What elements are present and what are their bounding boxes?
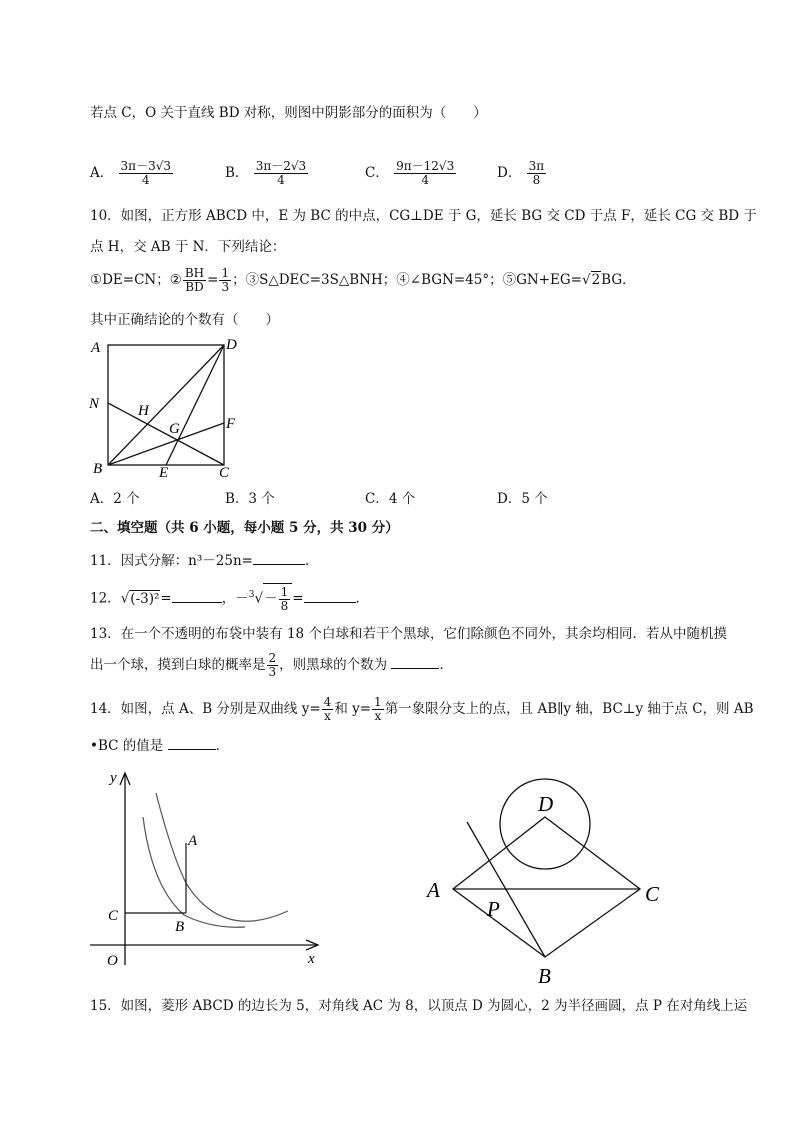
fraction-4-x: $\frac{4}{x}$ [323, 695, 332, 723]
fraction-bh-bd: $\frac{BH}{BD}$ [184, 266, 205, 294]
q10-option-d[interactable]: D．5 个 [497, 491, 548, 507]
label-f: F [226, 416, 236, 432]
q11-end: ． [304, 553, 319, 569]
q13-text-a: 出一个球，摸到白球的概率是 [90, 657, 266, 673]
q9-option-d[interactable] [497, 160, 547, 187]
q12-end: ． [355, 590, 370, 607]
q13-line2 [90, 650, 453, 680]
sqrt-content: (-3)² [130, 590, 160, 607]
q15-line1: 15．如图，菱形 ABCD 的边长为 5，对角线 AC 为 8，以顶点 D 为圆心，2 为半径画圆，点 P 在对角线上运 [90, 998, 748, 1014]
answer-blank[interactable] [253, 550, 305, 565]
q9-option-a[interactable] [90, 160, 174, 187]
label-h: H [138, 403, 149, 419]
label-d: D [226, 337, 237, 353]
option-label: D． [497, 165, 522, 181]
q10-conclusions: ①DE=CN；② $\frac{BH}{BD}$ = $\frac{1}{3}$ ；③S△DEC=3S△BNH；④∠BGN=45°；⑤GN+EG=√2BG． [90, 266, 636, 294]
q13-text-b: ，则黑球的个数为 [279, 657, 388, 673]
label-a: A [427, 878, 440, 902]
label-a: A [91, 340, 101, 356]
label-e: E [159, 465, 169, 481]
label-c: C [108, 908, 119, 924]
answer-blank-1[interactable] [172, 588, 222, 603]
q10-option-b[interactable]: B．3 个 [225, 491, 275, 507]
q13-end: ． [439, 657, 453, 673]
q14-line2 [90, 735, 229, 756]
q14-line1 [90, 694, 754, 724]
label-d: D [538, 792, 554, 816]
q12-prefix: 12． [90, 590, 121, 607]
option-fraction: $\frac{3\pi-2√3}{4}$ [255, 159, 307, 187]
label-c: C [219, 465, 230, 481]
rhombus-figure [420, 765, 670, 990]
option-fraction: $\frac{3\pi-3√3}{4}$ [120, 159, 171, 187]
fraction-one-third: $\frac{1}{3}$ [221, 266, 230, 294]
q11-text: 11．因式分解：n³－25n= [90, 553, 253, 569]
square-figure [85, 332, 255, 482]
section-title: 二、填空题（共 6 小题，每小题 5 分，共 30 分） [90, 520, 399, 536]
q9-stem: 若点 C，O 关于直线 BD 对称，则图中阴影部分的面积为（ ） [90, 105, 487, 121]
option-label: C． [365, 165, 389, 181]
q9-option-b[interactable] [225, 160, 309, 187]
q14-text-b: 和 y= [334, 701, 372, 717]
option-fraction: $\frac{3\pi}{8}$ [528, 159, 545, 187]
cube-root-content: － $\frac{1}{8}$ [263, 583, 292, 614]
label-g: G [169, 421, 180, 437]
q12: 12．√(-3)²= ，－$^3$√－ $\frac{1}{8}$ = ． [90, 584, 370, 613]
label-n: N [89, 396, 100, 412]
answer-blank[interactable] [391, 654, 439, 669]
fraction-1-x: $\frac{1}{x}$ [374, 695, 382, 723]
conclusion-1: ①DE=CN；② [90, 272, 182, 288]
answer-blank-2[interactable] [304, 588, 356, 603]
sqrt-two: 2 [591, 272, 601, 288]
conclusion-3-5: ；③S△DEC=3S△BNH；④∠BGN=45°；⑤GN+EG= [232, 272, 582, 288]
hyperbola-figure [90, 765, 330, 980]
label-b: B [93, 461, 103, 477]
label-p: P [487, 897, 500, 921]
q14-text-a: 14．如图，点 A、B 分别是双曲线 y= [90, 701, 321, 717]
label-b: B [175, 919, 185, 935]
q10-prompt: 其中正确结论的个数有（ ） [90, 312, 279, 328]
answer-blank[interactable] [168, 735, 216, 750]
axis-y-label: y [110, 770, 117, 786]
option-label: B． [225, 165, 249, 181]
q13-line1: 13．在一个不透明的布袋中装有 18 个白球和若干个黑球，它们除颜色不同外，其余均相同．若从中随机摸 [90, 626, 727, 642]
q10-option-c[interactable]: C．4 个 [365, 491, 416, 507]
origin-label: O [107, 953, 118, 969]
conclusion-end: BG． [601, 272, 636, 288]
q14-end: ． [215, 738, 230, 754]
q14-text-d: •BC 的值是 [90, 738, 164, 754]
option-label: A． [90, 165, 114, 181]
q10-option-a[interactable]: A．2 个 [90, 491, 140, 507]
axis-x-label: x [308, 951, 315, 967]
q10-line2: 点 H，交 AB 于 N．下列结论： [90, 239, 286, 255]
label-b: B [538, 964, 551, 988]
q10-line1: 10．如图，正方形 ABCD 中，E 为 BC 的中点，CG⊥DE 于 G，延长 BG 交 CD 于点 F，延长 CG 交 BD 于 [90, 208, 757, 224]
root-index: 3 [248, 590, 255, 600]
q14-text-c: 第一象限分支上的点，且 AB∥y 轴，BC⊥y 轴于点 C，则 AB [384, 701, 754, 717]
label-a: A [188, 833, 198, 849]
q9-option-c[interactable] [365, 160, 457, 187]
q12-mid: ，－ [221, 590, 249, 607]
label-c: C [645, 882, 660, 906]
q11 [90, 550, 318, 571]
option-fraction: $\frac{9\pi-12√3}{4}$ [396, 159, 455, 187]
fraction-two-thirds: $\frac{2}{3}$ [268, 651, 277, 679]
